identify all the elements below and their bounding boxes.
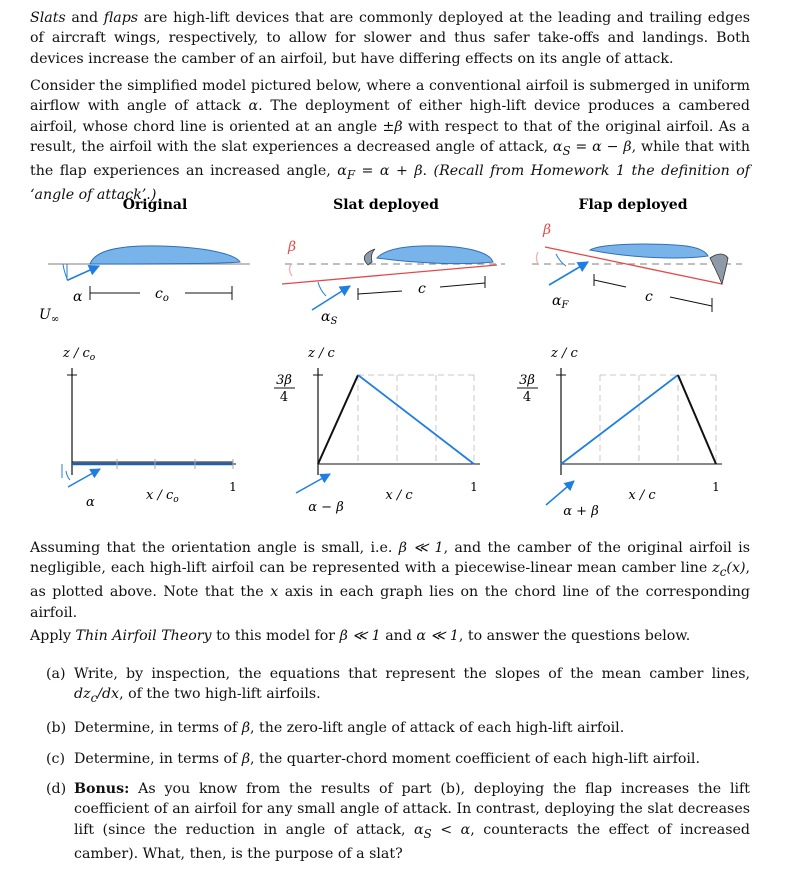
title-slat: Slat deployed: [333, 197, 439, 213]
label-alpha-s-sub: S: [330, 316, 338, 327]
ylabel-original-sym: z / c: [63, 346, 90, 361]
flap-camber-rise: [561, 375, 678, 464]
question-b-label: (b): [46, 720, 67, 737]
assume-math-zc: [712, 560, 746, 580]
ylabel-slat: z / c: [308, 346, 335, 361]
frac-den-slat: 4: [279, 390, 289, 405]
original-airfoil: [90, 246, 240, 264]
label-c0-sub: o: [162, 293, 169, 304]
label-alpha-s-sym: α: [321, 309, 331, 325]
question-d-text2: , counteracts the effect of increased camber). What, then, is the purpose of a slat?: [74, 821, 750, 862]
flap-camber-fall: [678, 375, 716, 464]
figure: [0, 188, 800, 518]
graph-alpha-minus-beta: α − β: [308, 500, 344, 515]
question-c-math: β: [241, 750, 251, 767]
assume-zc-sym: z: [712, 560, 720, 577]
label-beta-flap: β: [543, 222, 552, 238]
math-alpha-s-sub: S: [562, 143, 571, 158]
slat-camber-fall: [358, 375, 474, 464]
question-b-text1: Determine, in terms of: [74, 720, 242, 737]
thin-airfoil-theory: Thin Airfoil Theory: [75, 628, 212, 644]
assume-c: , as plotted above. Note that the: [30, 560, 750, 601]
label-c0-sym: c: [155, 286, 163, 302]
flap-airfoil-diagram: [532, 222, 742, 312]
xlabel-original-sym: x / c: [146, 488, 174, 503]
question-d-bonus: Bonus:: [74, 781, 130, 798]
p2-a: Consider the simplified model pictured below, where a conventional airfoil is submerged in uniform airflow with angle of attack: [30, 78, 750, 115]
question-d-label: (d): [46, 781, 67, 798]
assumption-paragraph: [30, 538, 750, 623]
xlabel-original: [146, 488, 179, 505]
question-b: [30, 718, 750, 738]
assume-a: Assuming that the orientation angle is small, i.e.: [30, 540, 399, 556]
recall-note: (Recall from Homework 1 the definition of ‘angle of attack’.): [30, 163, 750, 204]
alpha-arc: [63, 264, 68, 281]
graph-arrow-flap: [546, 481, 574, 505]
qa-math-sub: c: [90, 691, 98, 706]
question-a: [30, 664, 750, 708]
question-c-text1: Determine, in terms of: [74, 750, 242, 767]
label-beta-slat: β: [288, 239, 297, 255]
label-alpha-f-sym: α: [552, 293, 562, 309]
p2-d: , while that with the flap experiences an increased angle,: [30, 138, 751, 180]
original-airfoil-diagram: [39, 246, 250, 325]
question-a-label: (a): [46, 666, 66, 682]
apply-math-alpha: α ≪ 1: [416, 628, 459, 644]
label-alpha-f: [552, 293, 569, 311]
question-c-label: (c): [46, 750, 66, 767]
assume-zc-sub: c: [719, 565, 727, 580]
qd-math-sym: α: [414, 821, 424, 838]
qd-math-tail: < α: [431, 821, 471, 838]
ylabel-original: [62, 346, 96, 363]
apply-d: , to answer the questions below.: [458, 628, 691, 644]
p2-e: .: [422, 163, 434, 180]
flow-arrow-slat: [312, 286, 350, 310]
question-b-text2: , the zero-lift angle of attack of each high-lift airfoil.: [250, 720, 625, 737]
question-a-text1: Write, by inspection, the equations that represent the slopes of the mean camber lines,: [74, 666, 750, 682]
label-c-flap: c: [645, 289, 653, 305]
question-list: [30, 664, 750, 874]
term-slats: Slats: [30, 10, 66, 26]
flap-main-airfoil: [590, 244, 708, 258]
alpha-s-arc: [318, 282, 326, 296]
graph-arrow-slat: [296, 474, 330, 493]
intro-paragraph-1: [30, 8, 750, 69]
fraction-3beta-4-flap: [517, 373, 538, 405]
assume-math-x: x: [270, 584, 279, 601]
label-c-slat: c: [418, 281, 426, 297]
math-pm-beta: ±β: [382, 118, 403, 135]
graph-original: [62, 346, 237, 510]
tick-one-slat: 1: [470, 480, 478, 494]
p2-c: with respect to that of the original airfoil. As a result, the airfoil with the slat experiences a decreased angle of attack,: [30, 118, 750, 155]
math-alpha-s: [552, 138, 632, 158]
p2-b: . The deployment of either high-lift device produces a cambered airfoil, whose chord line is oriented at an angle: [30, 98, 751, 135]
title-flap: Flap deployed: [578, 197, 688, 213]
slat-camber-rise: [318, 375, 358, 464]
title-original: Original: [122, 197, 188, 213]
slat-airfoil-diagram: [282, 239, 505, 327]
math-alpha-f-sub: F: [346, 167, 356, 182]
math-alpha-s-rhs: = α − β: [570, 138, 632, 155]
apply-paragraph: [30, 626, 750, 646]
math-alpha-f: [337, 163, 423, 182]
graph-alpha-original: α: [86, 495, 95, 510]
math-alpha-f-rhs: = α + β: [355, 163, 423, 180]
label-u-inf: [39, 307, 59, 325]
flow-arrow-original: [68, 266, 99, 280]
question-d-text1: As you know from the results of part (b), deploying the flap increases the lift coefficient of an airfoil for any small angle of attack. In contrast, deploying the slat decreases lift (since the reduction in angle of attack,: [74, 781, 750, 838]
beta-arc-slat: [290, 264, 293, 276]
frac-num-flap: 3β: [519, 373, 535, 388]
question-d: [30, 779, 750, 864]
math-alpha: α: [248, 98, 259, 115]
question-a-math: [74, 686, 120, 706]
slat-device: [364, 249, 375, 265]
beta-arc-flap: [537, 252, 539, 264]
label-alpha-original: α: [73, 289, 83, 305]
graph-slat: [274, 346, 480, 515]
tick-one-original: 1: [229, 480, 237, 494]
xlabel-slat: x / c: [385, 488, 413, 503]
frac-num-slat: 3β: [276, 373, 292, 388]
label-c0: [155, 286, 169, 304]
graph-alpha-plus-beta: α + β: [563, 504, 599, 518]
slat-chord-line: [282, 265, 497, 284]
qd-math-sub: S: [423, 826, 432, 841]
assume-d: axis in each graph lies on the chord line of the corresponding airfoil.: [30, 584, 750, 621]
qa-math-tail: /dx: [97, 686, 120, 703]
slat-main-airfoil: [377, 246, 493, 264]
question-a-text2: , of the two high-lift airfoils.: [119, 686, 321, 703]
graph-arrow-original: [68, 469, 100, 487]
label-alpha-s: [321, 309, 337, 327]
apply-b: to this model for: [211, 628, 340, 644]
assume-b: , and the camber of the original airfoil is negligible, each high-lift airfoil can be represented with a piecewise-linear mean camber line: [30, 540, 750, 577]
xlabel-original-sub: o: [173, 495, 179, 505]
text-and: and: [65, 10, 104, 26]
label-u-sub: ∞: [50, 314, 60, 325]
ylabel-original-sub: o: [89, 353, 96, 363]
intro-paragraph-2: [30, 76, 750, 205]
apply-a: Apply: [30, 628, 76, 644]
label-u-sym: U: [39, 307, 51, 323]
question-c-text2: , the quarter-chord moment coefficient of each high-lift airfoil.: [250, 750, 700, 767]
term-flaps: flaps: [103, 10, 139, 26]
ylabel-flap: z / c: [551, 346, 578, 361]
apply-c: and: [380, 628, 417, 644]
xlabel-flap: x / c: [628, 488, 656, 503]
assume-zc-tail: (x): [726, 560, 746, 577]
flow-arrow-flap: [549, 262, 588, 285]
question-c: [30, 749, 750, 769]
label-alpha-f-sub: F: [561, 300, 569, 311]
frac-den-flap: 4: [522, 390, 532, 405]
intro-p1-rest: are high-lift devices that are commonly deployed at the leading and trailing edges of aircraft wings, respectively, to allow for slower and thus safer take-offs and landings. Both devices increase the camber of an airfoil, but have differing effects on its angle of attack.: [30, 10, 750, 67]
question-d-math: [414, 821, 471, 841]
assume-math-beta: β ≪ 1: [398, 540, 444, 556]
apply-math-beta: β ≪ 1: [339, 628, 381, 644]
flap-device: [710, 254, 728, 284]
graph-flap: [517, 346, 722, 518]
fraction-3beta-4-slat: [274, 373, 295, 405]
math-alpha-f-sym: α: [337, 163, 347, 180]
math-alpha-s-sym: α: [552, 138, 563, 155]
tick-one-flap: 1: [712, 480, 720, 494]
question-b-math: β: [241, 720, 251, 737]
qa-math-sym: dz: [74, 686, 91, 703]
